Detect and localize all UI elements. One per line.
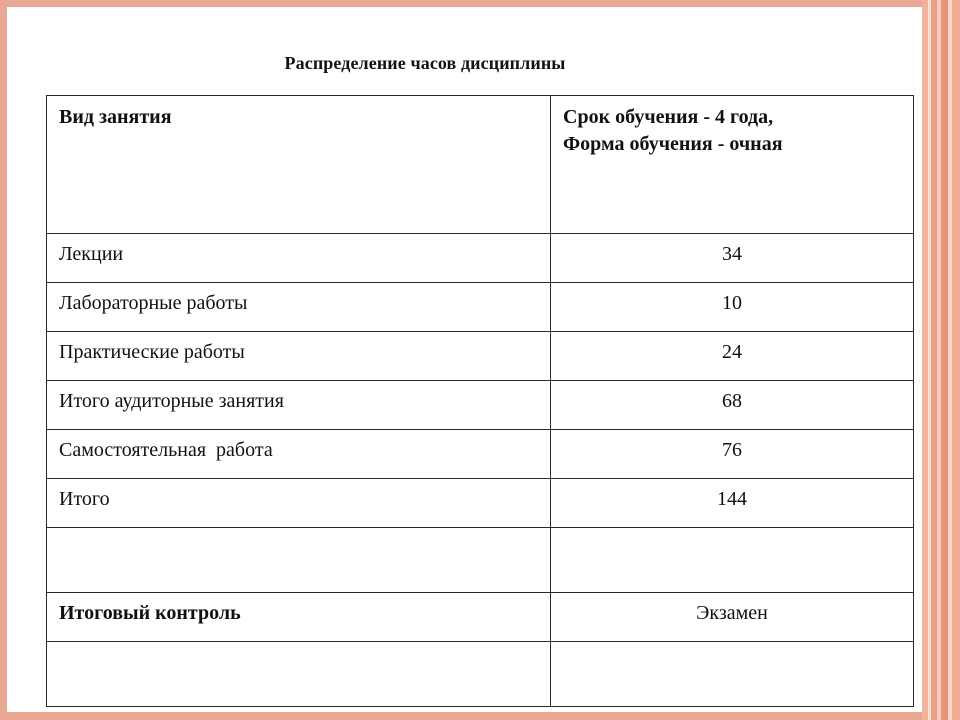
empty-row (47, 642, 914, 707)
table-row (47, 234, 914, 283)
empty-cell (47, 642, 551, 707)
row-label: Итого аудиторные занятия (47, 381, 551, 430)
hours-distribution-table (46, 95, 914, 707)
row-label: Лабораторные работы (47, 283, 551, 332)
header-activity-type: Вид занятия (47, 96, 551, 234)
final-control-value: Экзамен (551, 593, 914, 642)
table-row (47, 283, 914, 332)
empty-cell (47, 528, 551, 593)
table-header-row (47, 96, 914, 234)
empty-row (47, 528, 914, 593)
header-study-term-line1: Срок обучения - 4 года, (563, 106, 774, 128)
row-label: Самостоятельная работа (47, 430, 551, 479)
row-value: 68 (551, 381, 914, 430)
page-title: Распределение часов дисциплины (284, 53, 566, 73)
decorative-stripes (922, 0, 960, 720)
row-label: Лекции (47, 234, 551, 283)
row-value: 34 (551, 234, 914, 283)
slide-frame-bottom (0, 712, 930, 720)
slide-frame-top (0, 0, 930, 7)
row-label: Итого (47, 479, 551, 528)
empty-cell (551, 528, 914, 593)
table-row (47, 332, 914, 381)
header-study-term (551, 96, 914, 234)
slide-frame-left (0, 0, 7, 720)
table-row (47, 430, 914, 479)
row-label: Практические работы (47, 332, 551, 381)
final-control-label: Итоговый контроль (47, 593, 551, 642)
header-study-term-line2: Форма обучения - очная (563, 133, 783, 155)
row-value: 144 (551, 479, 914, 528)
row-value: 10 (551, 283, 914, 332)
final-control-row (47, 593, 914, 642)
table-row (47, 381, 914, 430)
row-value: 24 (551, 332, 914, 381)
empty-cell (551, 642, 914, 707)
row-value: 76 (551, 430, 914, 479)
table-row (47, 479, 914, 528)
